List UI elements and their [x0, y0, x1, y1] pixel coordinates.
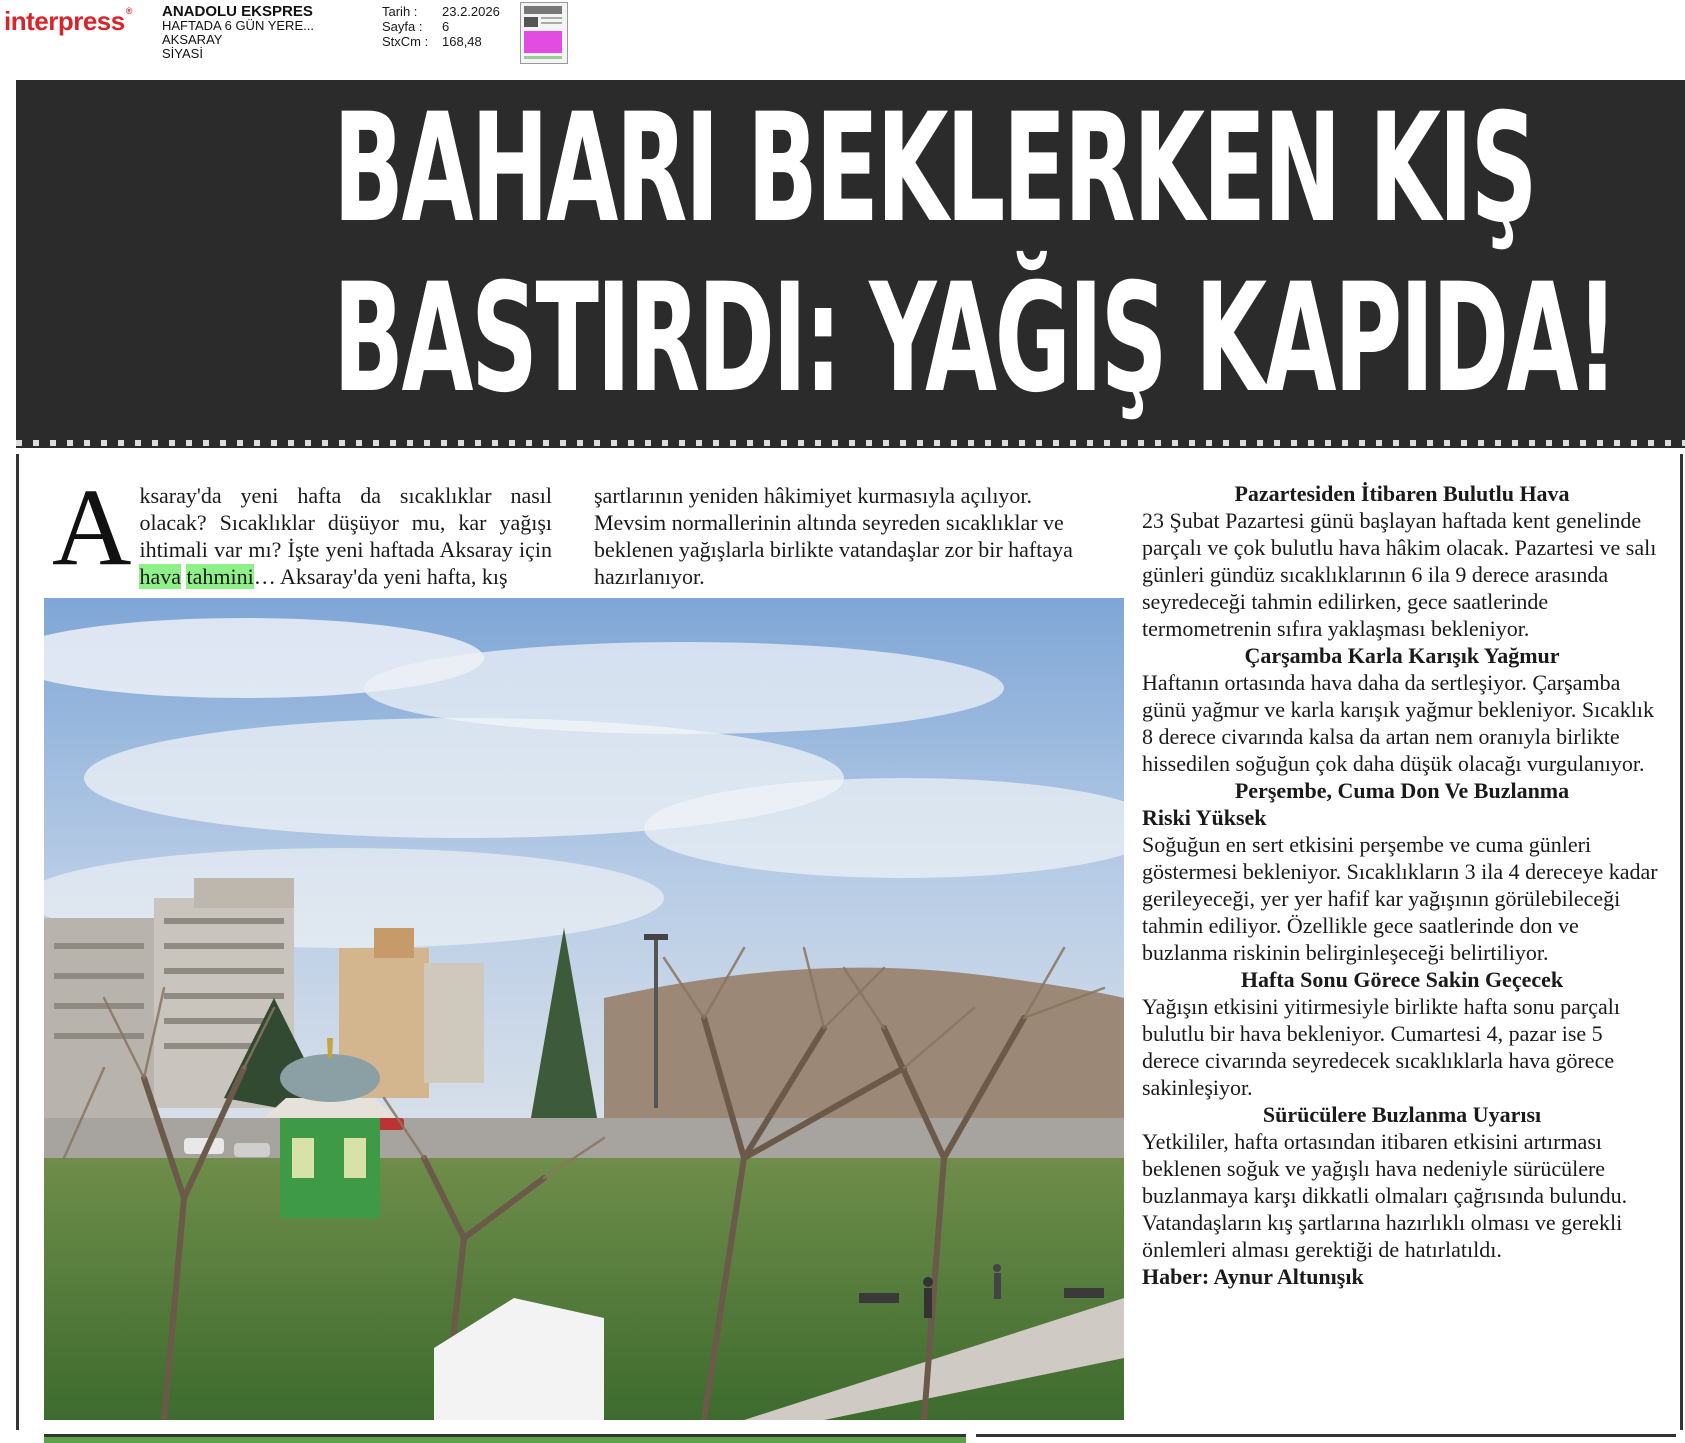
headline-banner — [16, 80, 1685, 448]
interpress-logo — [4, 6, 132, 37]
date-value: 23.2.2026 — [442, 4, 500, 19]
section-heading-4: Hafta Sonu Görece Sakin Geçecek — [1240, 967, 1564, 992]
page-thumbnail[interactable] — [520, 2, 568, 64]
byline: Haber: Aynur Altunışık — [1142, 1264, 1364, 1289]
section-body-5: Yetkililer, hafta ortasından itibaren etkisini artırması beklenen soğuk ve yağışlı hava nedeniyle sürücülere buzlanmaya karşı dikkatli olmaları çağrısında bulundu. — [1142, 1129, 1628, 1208]
section-heading-3: Perşembe, Cuma Don Ve Buzlanma — [1234, 778, 1570, 803]
publication-frequency: HAFTADA 6 GÜN YERE... — [162, 18, 314, 33]
lead-text-2: … Aksaray'da yeni hafta, kış — [253, 564, 508, 589]
highlight-word-2: tahmini — [186, 564, 254, 589]
headline-line-1: BAHARI BEKLERKEN KIŞ — [333, 82, 1536, 256]
clipping-details — [382, 4, 500, 49]
article-right-column — [1142, 480, 1662, 1290]
date-label: Tarih : — [382, 4, 418, 19]
section-heading-5: Sürücülere Buzlanma Uyarısı — [1262, 1102, 1542, 1127]
headline — [333, 82, 1617, 426]
logo-text: interpress — [4, 6, 125, 36]
section-body-1: 23 Şubat Pazartesi günü başlayan haftada kent genelinde parçalı ve çok bulutlu hava hâkim olacak. Pazartesi ve salı günleri gündüz sıcaklıklarının 6 ila 9 derece arasında seyredeceği tahmin edilirken, gece saatlerinde termometrenin sıfıra yaklaşması bekleniyor. — [1142, 508, 1657, 641]
park-photo-illustration — [44, 598, 1124, 1420]
registered-mark: ® — [125, 6, 132, 16]
lead-paragraph-left — [52, 466, 552, 590]
bottom-rule-green — [44, 1434, 966, 1443]
lead-paragraph-middle: şartlarının yeniden hâkimiyet kurmasıyla açılıyor. Mevsim normallerinin altında seyreden sıcaklıklar ve beklenen yağışlarla birlikte vatandaşlar zor bir haftaya hazırlanıyor. — [594, 483, 1073, 589]
publication-name: ANADOLU EKSPRES — [162, 3, 313, 20]
publication-category: SİYASİ — [162, 46, 203, 61]
stxcm-label: StxCm : — [382, 34, 429, 49]
lead-text-1: ksaray'da yeni hafta da sıcaklıklar nasıl olacak? Sıcaklıklar düşüyor mu, kar yağışı ihtimali var mı? İşte yeni haftada Aksaray için — [139, 483, 552, 562]
section-body-2: Haftanın ortasında hava daha da sertleşiyor. Çarşamba günü yağmur ve karla karışık yağmur bekleniyor. Sıcaklık 8 derece civarında kalsa da artan nem oranıyla birlikte hissedilen soğuğun çok daha düşük olacağı vurgulanıyor. — [1142, 670, 1654, 776]
page-label: Sayfa : — [382, 19, 423, 34]
drop-cap: A — [52, 466, 132, 588]
article-photo[interactable] — [44, 598, 1124, 1420]
section-body-4: Yağışın etkisini yitirmesiyle birlikte hafta sonu parçalı bulutlu bir hava bekleniyor. Cumartesi 4, pazar ise 5 derece civarında seyredecek sıcaklıklarla hava görece sakinleşiyor. — [1142, 994, 1621, 1100]
clipping-header — [0, 0, 1685, 70]
publication-city: AKSARAY — [162, 32, 223, 47]
section-heading-1: Pazartesiden İtibaren Bulutlu Hava — [1234, 481, 1570, 506]
section-body-5b: Vatandaşların kış şartlarına hazırlıklı olması ve gerekli önlemleri alması gerektiği de hatırlatıldı. — [1142, 1210, 1623, 1262]
publication-info — [162, 4, 314, 61]
bottom-rule-right — [976, 1434, 1676, 1443]
dashed-divider — [16, 440, 1685, 446]
section-heading-2: Çarşamba Karla Karışık Yağmur — [1244, 643, 1560, 668]
headline-line-2: BASTIRDI: YAĞIŞ KAPIDA! — [333, 252, 1617, 426]
highlight-word-1: hava — [139, 564, 181, 589]
page-value: 6 — [442, 19, 450, 34]
stxcm-value: 168,48 — [442, 34, 482, 49]
section-body-3: Soğuğun en sert etkisini perşembe ve cuma günleri göstermesi bekleniyor. Sıcaklıkların 3 ila 4 dereceye kadar gerileyeceği, yer yer hafif kar yağışının görülebileceği tahmin ediliyor. Özellikle gece saatlerinde don ve buzlanma riskinin belirginleşeceği belirtiliyor. — [1142, 832, 1658, 965]
section-heading-3-continued: Riski Yüksek — [1142, 805, 1267, 830]
